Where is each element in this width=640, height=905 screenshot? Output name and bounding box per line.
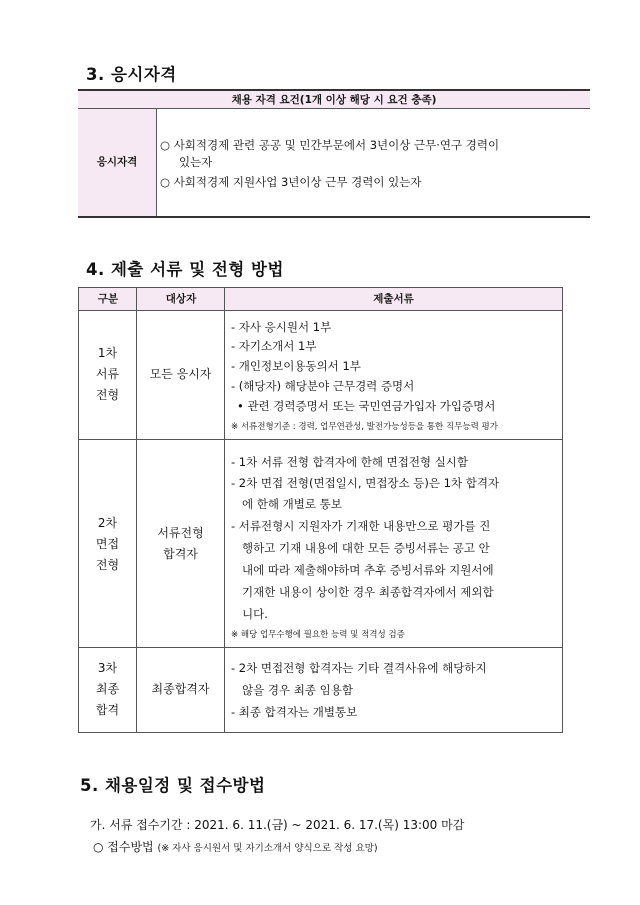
application-method-note: (※ 자사 응시원서 및 자기소개서 양식으로 작성 요망) — [157, 843, 378, 854]
row-2-stage: 2차 면접 전형 — [95, 516, 120, 572]
row-2-doc-5: 행하고 기재 내용에 대한 모든 증빙서류는 공고 안 — [242, 541, 490, 555]
section-5-title: 5. 채용일정 및 접수방법 — [80, 776, 266, 795]
row-2-doc-2: - 2차 면접 전형(면접일시, 면접장소 등)은 1차 합격자 — [231, 476, 500, 490]
application-period: 가. 서류 접수기간 : 2021. 6. 11.(금) ~ 2021. 6. 17.(목) 13:00 마감 — [90, 818, 465, 832]
row-3-doc-3: - 최종 합격자는 개별통보 — [231, 705, 358, 719]
row-1-doc-1: - 자사 응시원서 1부 — [231, 320, 332, 334]
section-3-title: 3. 응시자격 — [86, 65, 177, 84]
documents-table — [78, 287, 563, 733]
eligibility-item-1-cont: 있는자 — [179, 155, 213, 169]
eligibility-table-header: 채용 자격 요건(1개 이상 해당 시 요건 충족) — [78, 89, 590, 109]
row-2-doc-8: 니다. — [242, 607, 268, 621]
row-2-doc-7: 기재한 내용이 상이한 경우 최종합격자에서 제외합 — [242, 585, 494, 599]
header-target: 대상자 — [137, 288, 225, 310]
eligibility-item-1: ○ 사회적경제 관련 공공 및 민간부문에서 3년이상 근무·연구 경력이 — [160, 138, 500, 152]
row-2-doc-3: 에 한해 개별로 통보 — [242, 497, 342, 511]
row-2-doc-6: 내에 따라 제출해야하며 추후 증빙서류와 지원서에 — [242, 563, 494, 577]
grid-vline — [224, 288, 225, 732]
row-3-doc-1: - 2차 면접전형 합격자는 기타 결격사유에 해당하지 — [231, 661, 487, 675]
eligibility-table — [78, 89, 590, 218]
grid-hline — [79, 647, 562, 648]
eligibility-label: 응시자격 — [78, 109, 157, 216]
application-method — [93, 838, 378, 855]
header-stage: 구분 — [79, 288, 137, 310]
section-4-title: 4. 제출 서류 및 전형 방법 — [86, 260, 284, 279]
row-1-doc-4: - (해당자) 해당분야 근무경력 증명서 — [231, 379, 415, 393]
row-1-stage: 1차 서류 전형 — [95, 346, 120, 402]
row-1-doc-3: - 개인정보이용동의서 1부 — [231, 359, 361, 373]
application-method-label: ○ 접수방법 — [93, 840, 154, 854]
row-3-target: 최종합격자 — [151, 682, 210, 696]
row-2-doc-4: - 서류전형시 지원자가 기재한 내용만으로 평가를 진 — [231, 519, 491, 533]
row-3-stage: 3차 최종 합격 — [95, 661, 120, 717]
eligibility-table-bottom-rule — [78, 216, 590, 218]
eligibility-item-2: ○ 사회적경제 지원사업 3년이상 근무 경력이 있는자 — [160, 175, 422, 189]
grid-vline — [136, 288, 137, 732]
row-2-doc-1: - 1차 서류 전형 합격자에 한해 면접전형 실시함 — [231, 455, 469, 469]
row-1-target: 모든 응시자 — [149, 367, 212, 381]
row-1-doc-2: - 자기소개서 1부 — [231, 339, 317, 353]
grid-hline — [79, 310, 562, 311]
row-1-note: ※ 서류전형기준 : 경력, 업무연관성, 발전가능성등을 통한 직무능력 평가 — [231, 422, 498, 432]
row-2-note: ※ 해당 업무수행에 필요한 능력 및 적격성 검증 — [231, 630, 405, 640]
grid-hline — [79, 439, 562, 440]
header-documents: 제출서류 — [225, 288, 562, 310]
row-2-target: 서류전형 합격자 — [157, 526, 204, 561]
row-1-doc-5: • 관련 경력증명서 또는 국민연금가입자 가입증명서 — [237, 399, 496, 413]
row-3-doc-2: 않을 경우 최종 임용함 — [242, 683, 353, 697]
